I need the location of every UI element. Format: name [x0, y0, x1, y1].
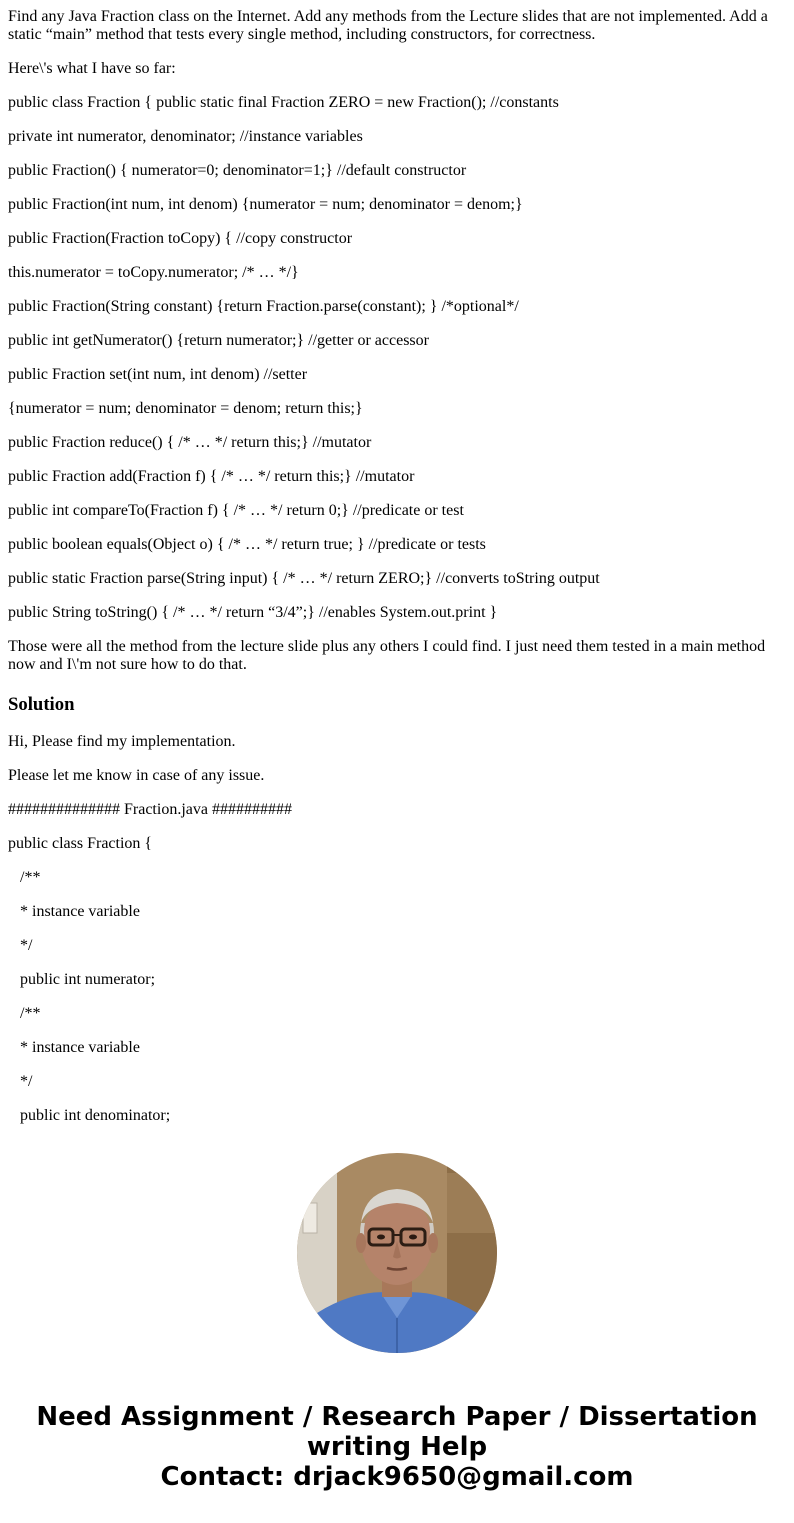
document-body [8, 8, 786, 1141]
question-line: this.numerator = toCopy.numerator; /* … */} [8, 264, 299, 281]
question-line: public boolean equals(Object o) { /* … */ return true; } //predicate or tests [8, 536, 486, 553]
promo-contact: Contact: drjack9650@gmail.com [160, 1462, 634, 1492]
code-line: /** [20, 869, 41, 886]
solution-intro-line: Hi, Please find my implementation. [8, 733, 236, 750]
question-line: public Fraction(Fraction toCopy) { //copy constructor [8, 230, 353, 247]
question-line: public Fraction(String constant) {return Fraction.parse(constant); } /*optional*/ [8, 298, 519, 315]
solution-class-declaration: public class Fraction { [8, 835, 153, 852]
question-line: private int numerator, denominator; //instance variables [8, 128, 363, 145]
question-closing: Those were all the method from the lecture slide plus any others I could find. I just need them tested in a main method now and I\'m not sure how to do that. [8, 638, 766, 673]
question-intro: Find any Java Fraction class on the Internet. Add any methods from the Lecture slides that are not implemented. Add a static “main” method that tests every single method, including constructors, for correctness. [8, 8, 768, 43]
promo-line-1: Need Assignment / Research Paper / Dissertation [36, 1402, 758, 1432]
solution-file-banner: ############## Fraction.java ########## [8, 801, 292, 818]
question-line: public Fraction() { numerator=0; denominator=1;} //default constructor [8, 162, 467, 179]
question-line: public Fraction add(Fraction f) { /* … */ return this;} //mutator [8, 468, 415, 485]
question-line: Here\'s what I have so far: [8, 60, 176, 77]
code-line: public int numerator; [20, 971, 156, 988]
question-line: public int getNumerator() {return numerator;} //getter or accessor [8, 332, 429, 349]
author-avatar [297, 1153, 497, 1353]
question-line: public Fraction(int num, int denom) {numerator = num; denominator = denom;} [8, 196, 523, 213]
solution-heading: Solution [8, 694, 75, 715]
solution-intro-line: Please let me know in case of any issue. [8, 767, 265, 784]
question-line: public String toString() { /* … */ return “3/4”;} //enables System.out.print } [8, 604, 498, 621]
code-line: */ [20, 1073, 33, 1090]
code-line: * instance variable [20, 1039, 140, 1056]
code-line: public int denominator; [20, 1107, 171, 1124]
code-line: */ [20, 937, 33, 954]
promo-line-2: writing Help [306, 1432, 488, 1462]
question-line: public int compareTo(Fraction f) { /* … */ return 0;} //predicate or test [8, 502, 464, 519]
code-line: * instance variable [20, 903, 140, 920]
code-line: /** [20, 1005, 41, 1022]
question-line: public class Fraction { public static final Fraction ZERO = new Fraction(); //constants [8, 94, 559, 111]
question-line: public Fraction set(int num, int denom) //setter [8, 366, 308, 383]
question-line: public static Fraction parse(String input) { /* … */ return ZERO;} //converts toString output [8, 570, 600, 587]
promo-banner [0, 1402, 794, 1492]
question-line: public Fraction reduce() { /* … */ return this;} //mutator [8, 434, 372, 451]
question-line: {numerator = num; denominator = denom; return this;} [8, 400, 363, 417]
